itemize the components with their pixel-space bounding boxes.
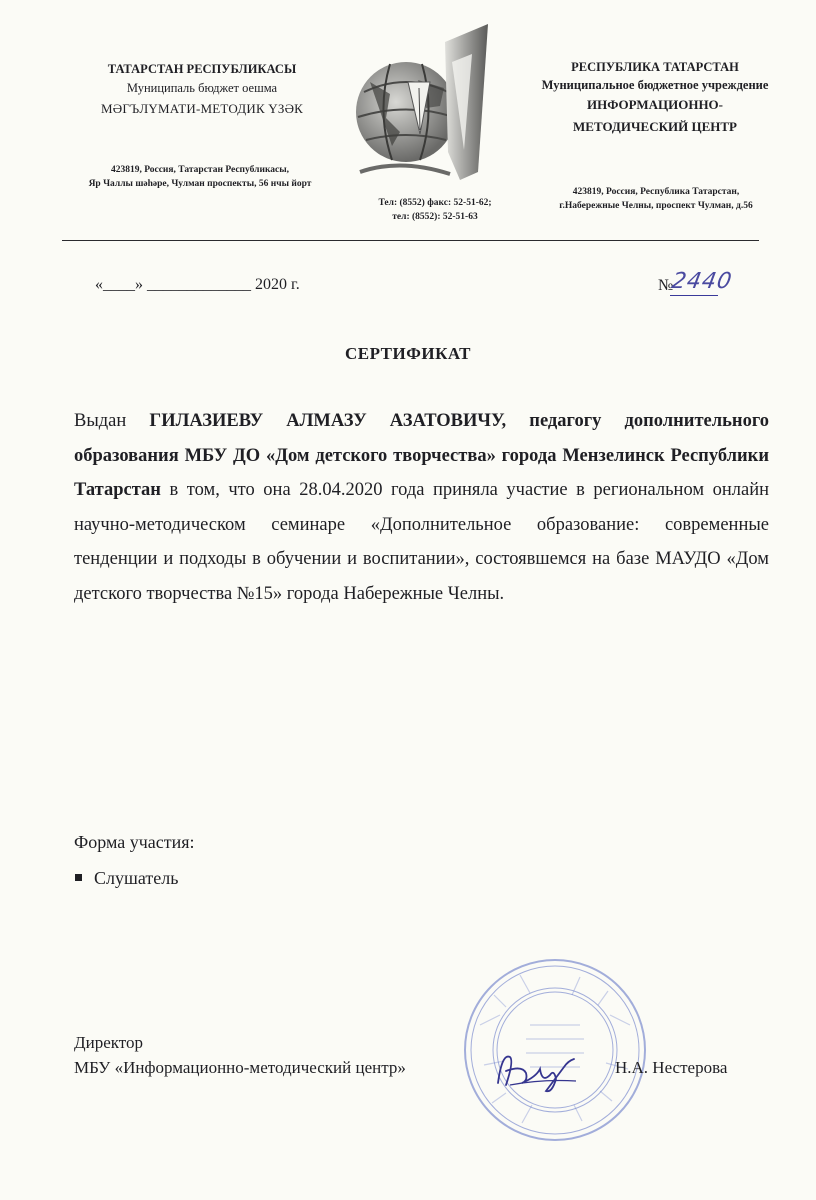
header-right-institution-name-2: МЕТОДИЧЕСКИЙ ЦЕНТР [573,119,737,134]
signatory-role: Директор [74,1033,143,1052]
header-left-address [40,163,360,191]
header-divider [62,240,759,241]
certificate-body [74,404,769,612]
document-number-label: № [658,277,674,294]
header-left-institution-name: МӘГЪЛҮМАТИ-МЕТОДИК ҮЗӘК [100,101,304,116]
header-right-block [515,58,795,138]
globe-pen-logo-icon [340,22,492,180]
header-phones [355,196,515,224]
handwritten-signature [492,1045,582,1095]
header-right-address-line1: 423819, Россия, Республика Татарстан, [572,187,740,197]
certificate-title: СЕРТИФИКАТ [344,344,472,363]
document-date-line: «____» _____________ 2020 г. [95,276,300,293]
header-right-institution-name-1: ИНФОРМАЦИОННО- [586,97,723,112]
signatory-name: Н.А. Нестерова [615,1058,728,1077]
participation-form-value: Слушатель [94,868,179,888]
header-phone-line1: Тел: (8552) факс: 52-51-62; [378,198,492,208]
certificate-body-intro: Выдан [74,411,150,431]
header-left-address-line1: 423819, Россия, Татарстан Республикасы, [110,165,290,175]
header-left-block [52,60,352,120]
signatory-organization: МБУ «Информационно-методический центр» [74,1058,406,1077]
document-number-handwritten: 2440 [669,269,735,294]
bullet-square-icon [75,874,82,881]
header-phone-line2: тел: (8552): 52-51-63 [392,212,478,222]
header-right-republic: РЕСПУБЛИКА ТАТАРСТАН [571,60,739,74]
participation-form-item [75,868,178,889]
header-left-republic: ТАТАРСТАН РЕСПУБЛИКАСЫ [107,62,297,76]
header-left-institution-type: Муниципаль бюджет оешма [126,81,278,95]
header-right-address [520,185,792,213]
certificate-recipient: ГИЛАЗИЕВУ АЛМАЗУ АЗАТОВИЧУ, педагогу дополнительного образования МБУ ДО «Дом детского творчества» города Мензелинск Республики Татарстан [74,411,770,501]
document-number-underline [670,295,718,296]
header-right-address-line2: г.Набережные Челны, проспект Чулман, д.56 [559,201,753,211]
certificate-body-rest: в том, что она 28.04.2020 года приняла участие в региональном онлайн научно-методическом семинаре «Дополнительное образование: современные тенденции и подходы в обучении и воспитании», состоявшемся на базе МАУДО «Дом детского творчества №15» города Набережные Челны. [74,480,769,604]
participation-form-label: Форма участия: [74,832,195,852]
header-left-address-line2: Яр Чаллы шәһәре, Чулман проспекты, 56 нчы йорт [88,179,312,189]
header-right-institution-type: Муниципальное бюджетное учреждение [541,78,769,92]
